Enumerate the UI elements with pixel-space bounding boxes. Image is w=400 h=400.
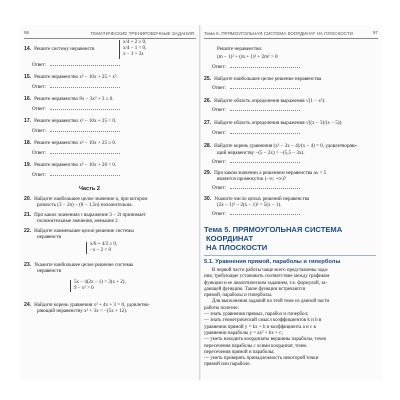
answer-line: Ответ: bbox=[212, 85, 300, 91]
problem-23: 23. Укажите наибольшее целое решение системы bbox=[24, 262, 134, 268]
problem-20-line2: разность (3 − 2n) − (8 − 1,5n) положительна. bbox=[37, 202, 133, 208]
problem-18: 18. Решите неравенство x² − 10x + 25 ≥ 0. bbox=[24, 140, 117, 146]
problem-19: 19. Решите неравенство x² − 10x + 26 < 0. bbox=[24, 162, 117, 168]
top-formula: (m − 1)² + (m + 1)² + 2m² > 0 bbox=[217, 54, 278, 60]
problem-15: 15. Решите неравенство x² − 10x + 25 > x². bbox=[24, 74, 118, 80]
problem-26: 26. Найдите область определения выражения √(1 − x²). bbox=[204, 98, 326, 104]
answer-line: Ответ: bbox=[32, 84, 120, 90]
book-spine bbox=[199, 25, 201, 380]
problem-22: 22. Найдите наименьшее целое решение системы bbox=[24, 228, 134, 234]
problem-22-line2: неравенств bbox=[37, 234, 62, 240]
left-page-number: 96 bbox=[24, 30, 30, 35]
theme-title: Тема 5. ПРЯМОУГОЛЬНАЯ СИСТЕМА КООРДИНАТ НА ПЛОСКОСТИ bbox=[204, 225, 343, 252]
answer-line: Ответ: bbox=[32, 150, 120, 156]
answer-line: Ответ: bbox=[32, 128, 120, 134]
problem-27: 27. Найдите область определения выражения √((x − 3)/(x − 5)). bbox=[204, 120, 343, 126]
problem-29-line2: является промежуток (−∞; +∞)? bbox=[217, 176, 287, 182]
section-rule bbox=[204, 255, 376, 256]
answer-line: Ответ: bbox=[212, 64, 300, 70]
problem-25: 25. Найдите наибольшее целое решение неравенства bbox=[204, 76, 322, 82]
problem-16: 16. Решите неравенство 8x − 3x² + 3 ≥ 0. bbox=[24, 96, 114, 102]
section-body: В первой части работы чаще всего представлены зада- ния, требующие установить соответствие между графиком функции и ее аналитическим заданием, т.е. формулой, за- дающей функцию. Такие функции встречаются прямой, параболы и гиперболы. Для выполнения заданий по этой теме из данной части работы полезно: — знать уравнения прямых, парабол и гипербол; — знать геометрический смысл коэффициентов k и b в уравнении прямой y = kx + b и коэффициента a и c в уравнении параболы y = ax² + bx + c; — уметь находить координаты вершины параболы, точек пересечения параболы с осями координат, точек пересечения прямой и параболы; — уметь проверять принадлежность некоторой точки прямой или параболе. bbox=[204, 268, 330, 368]
problem-30: 30. Укажите число целых решений неравенства bbox=[204, 196, 310, 202]
top-instruction: Решите неравенство: bbox=[217, 46, 263, 52]
problem-30-line2: (2x − 1)² − 2(x − 1)² < 5(x − 1). bbox=[217, 202, 282, 208]
problem-24-line2: ряющий неравенству x² + 3x < −(5x + 12). bbox=[37, 308, 128, 314]
right-header-title: Тема 5. ПРЯМОУГОЛЬНАЯ СИСТЕМА КООРДИНАТ НА ПЛОСКОСТИ bbox=[204, 30, 353, 36]
problem-23-line2: неравенств bbox=[37, 268, 62, 274]
part-heading: Часть 2 bbox=[79, 186, 100, 192]
problem-28-line2: щий неравенству −(5 − 2x) > −(5,5 − 3x). bbox=[217, 150, 305, 156]
answer-line: Ответ: bbox=[212, 185, 300, 191]
right-page-number: 97 bbox=[372, 30, 378, 35]
system-22: x/6 + 4/3 ≥ 0, −x − 2 < 0 bbox=[86, 242, 117, 254]
section-title: 5.1. Уравнения прямой, параболы и гиперболы bbox=[204, 259, 341, 265]
answer-line: Ответ: bbox=[212, 159, 300, 165]
left-running-head bbox=[24, 30, 196, 39]
problem-28: 28. Найдите корень уравнения (x² − 3x − 4)/(x − 4) = 0, удовлетворяю- bbox=[204, 143, 358, 149]
problem-29: 29. При каком значении a решением неравенства ax < 5 bbox=[204, 170, 327, 176]
problem-21: 21. При каких значениях t выражение 3 − 2t принимает bbox=[24, 212, 146, 218]
left-page bbox=[24, 30, 196, 314]
problem-21-line2: положительные значения, меньшие 2. bbox=[37, 218, 119, 224]
left-header-title: ТЕМАТИЧЕСКИЕ ТРЕНИРОВОЧНЫЕ ЗАДАНИЯ bbox=[90, 30, 194, 36]
right-page bbox=[204, 30, 378, 368]
right-running-head bbox=[204, 30, 378, 39]
answer-line: Ответ: bbox=[32, 172, 120, 178]
answer-line: Ответ: bbox=[32, 106, 120, 112]
answer-line: Ответ: bbox=[212, 107, 300, 113]
answer-line: Ответ: bbox=[212, 130, 300, 136]
problem-17: 17. Решите неравенство x² − 10x + 25 < 0. bbox=[24, 118, 117, 124]
answer-line: Ответ: bbox=[212, 211, 300, 217]
system-14: x/4 + 2 ≥ 0, x/4 − 1 < 0, x − 1 > 2x bbox=[119, 40, 146, 59]
answer-line: Ответ: bbox=[32, 62, 120, 68]
problem-14: 14. Решите систему неравенств bbox=[24, 46, 95, 52]
problem-20: 20. Найдите наибольшее целое значение n, при котором bbox=[24, 196, 148, 202]
problem-24: 24. Найдите корень уравнения x² + 4x + 3 = 0, удовлетво- bbox=[24, 302, 150, 308]
system-23: 5x − 4(2x − 1) < 3(x + 2), 9 − x² > 0 bbox=[70, 280, 126, 292]
